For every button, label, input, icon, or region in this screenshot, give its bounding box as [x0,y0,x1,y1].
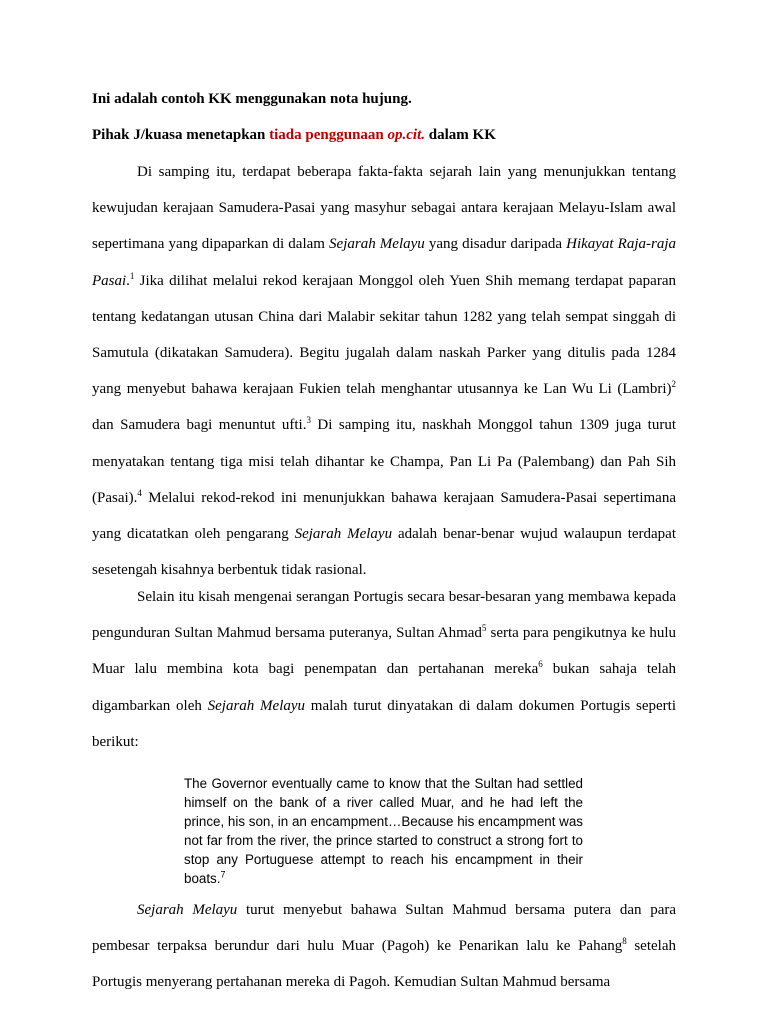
heading-line2-prefix: Pihak J/kuasa menetapkan [92,127,270,143]
footnote-ref-1: 1 [129,270,135,281]
p1-italic-3: Sejarah Melayu [294,526,393,543]
p1-italic-1: Sejarah Melayu [329,236,425,253]
block-quote [184,774,583,889]
p1-text-6: Di samping itu, naskhah Monggol tahun 1309 juga turut menyatakan tentang tiga misi telah dihantar ke Champa, Pan Li Pa (Palembang) dan Pah Sih (Pasai). [92,417,676,506]
footnote-ref-3: 3 [306,415,311,426]
p1-text-4: Jika dilihat melalui rekod kerajaan Monggol oleh Yuen Shih memang terdapat paparan tentang kedatangan utusan China dari Malabir sekitar tahun 1282 yang telah sempat singgah di Samutula (dikatakan Samudera). Begitu jugalah dalam naskah Parker yang ditulis pada 1284 yang menyebut bahawa kerajaan Fukien telah menghantar utusannya ke Lan Wu Li (Lambri) [92,272,676,398]
heading-line1: Ini adalah contoh KK menggunakan nota hujung. [92,91,412,107]
footnote-ref-4: 4 [137,487,142,498]
p3-text-1: turut menyebut bahawa Sultan Mahmud bersama putera dan para pembesar terpaksa berundur dari hulu Muar (Pagoh) ke Penarikan lalu ke Pahang [92,902,677,955]
p1-text-2: yang disadur daripada [424,236,567,253]
footnote-ref-8: 8 [622,936,627,947]
heading-line2-red: tiada penggunaan [269,127,388,143]
quote-text: The Governor eventually came to know that the Sultan had settled himself on the bank of a river called Muar, and he had left the prince, his son, in an encampment…Because his encampment was not far from the river, the prince started to construct a strong fort to stop any Portuguese attempt to reach his encampment in their boats. [184,776,583,887]
p1-text-5: dan Samudera bagi menuntut ufti. [92,417,307,434]
p2-text-3: bukan sahaja telah digambarkan oleh [92,661,676,714]
footnote-ref-6: 6 [538,659,543,670]
footnote-ref-7: 7 [220,870,226,880]
p1-italic-2: Hikayat Raja-raja Pasai [92,236,677,289]
p2-text-1: Selain itu kisah mengenai serangan Portugis secara besar-besaran yang membawa kepada pengunduran Sultan Mahmud bersama puteranya, Sultan Ahmad [92,589,676,642]
p2-italic-1: Sejarah Melayu [207,697,306,714]
p3-text-2: setelah Portugis menyerang pertahanan mereka di Pagoh. Kemudian Sultan Mahmud bersama [92,938,676,991]
p1-text-8: adalah benar-benar wujud walaupun terdapat sesetengah kisahnya berbentuk tidak rasional. [92,526,676,579]
heading-example-note [92,91,412,108]
heading-committee-rule [92,127,496,144]
p1-text-7: Melalui rekod-rekod ini menunjukkan bahawa kerajaan Samudera-Pasai sepertimana yang dicatatkan oleh pengarang [92,489,676,543]
p2-text-4: malah turut dinyatakan di dalam dokumen Portugis seperti berikut: [92,697,676,750]
paragraph-2 [92,579,676,760]
heading-line2-suffix: dalam KK [425,127,496,143]
heading-line2-red-italic: op.cit. [387,127,426,143]
p1-text-1: Di samping itu, terdapat beberapa fakta-fakta sejarah lain yang menunjukkan tentang kewujudan kerajaan Samudera-Pasai yang masyhur sebagai antara kerajaan Melayu-Islam awal sepertimana yang dipaparkan di dalam [92,164,676,253]
p3-italic-1: Sejarah Melayu [137,902,238,918]
p1-text-3: . [126,272,130,289]
footnote-ref-2: 2 [671,379,676,390]
p2-text-2: serta para pengikutnya ke hulu Muar lalu membina kota bagi penempatan dan pertahanan mereka [92,625,676,678]
footnote-ref-5: 5 [481,623,487,634]
paragraph-3 [92,892,676,1001]
paragraph-1 [92,154,676,588]
